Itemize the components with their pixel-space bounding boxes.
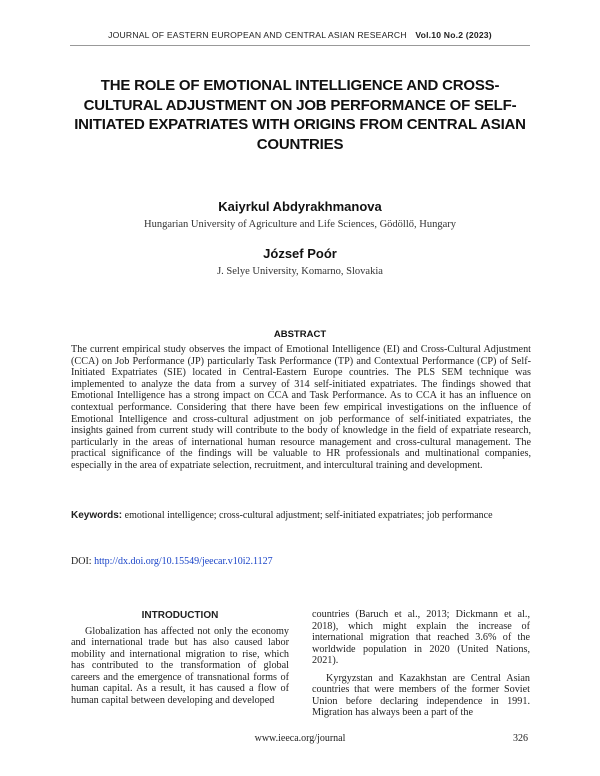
introduction-heading: INTRODUCTION [141, 610, 219, 621]
author-1-name: Kaiyrkul Abdyrakhmanova [218, 199, 382, 214]
running-header [0, 30, 600, 40]
journal-name: JOURNAL OF EASTERN EUROPEAN AND CENTRAL ASIAN RESEARCH [108, 30, 407, 40]
volume-info: Vol.10 No.2 (2023) [415, 30, 492, 40]
left-column [71, 609, 289, 712]
right-column [312, 609, 530, 725]
intro-paragraph-1: Globalization has affected not only the economy and international trade but has also caused labor mobility and international migration to rise, which has contributed to the transformation of global careers and the emergence of transnational forms of human capital. As a result, it has caused a flow of human capital between developing and developed [71, 625, 289, 706]
intro-paragraph-continued: countries (Baruch et al., 2013; Dickmann et al., 2018), which might explain the increase of international migration that reached 3.6% of the worldwide population in 2020 (United Nations, 2021). [312, 609, 530, 666]
author-1-affiliation: Hungarian University of Agriculture and Life Sciences, Gödöllő, Hungary [143, 219, 456, 230]
paper-title: THE ROLE OF EMOTIONAL INTELLIGENCE AND CROSS-CULTURAL ADJUSTMENT ON JOB PERFORMANCE OF SELF-INITIATED EXPATRIATES WITH ORIGINS FROM CENTRAL ASIAN COUNTRIES [74, 77, 526, 153]
footer-url: www.ieeca.org/journal [254, 733, 346, 744]
abstract-text: The current empirical study observes the impact of Emotional Intelligence (EI) and Cross-Cultural Adjustment (CCA) on Job Performance (JP) particularly Task Performance (TP) and Contextual Performance (CP) of Self-Initiated Expatriates (SIE) located in Central-Eastern Europe countries. The PLS SEM technique was implemented to analyze the data from a survey of 314 self-initiated expatriates. The findings showed that Emotional Intelligence has a strong impact on CCA and Task Performance. As to CCA it has an influence on contextual performance. Considering that there have been few empirical investigations on the influence of Emotional Intelligence and cross-cultural adjustment on job performance of self-initiated expatriates, the insights gained from current study will contribute to the body of knowledge in the field of expatriate research, particularly in the areas of international human resource management and cross-cultural management. The practical significance of the findings will be valuable to HR professionals and multinational companies, especially in the area of expatriate selection, recruitment, and intercultural training and development. [71, 344, 531, 471]
doi-line [71, 556, 531, 567]
page-number: 326 [513, 733, 528, 744]
header-divider [70, 45, 530, 46]
abstract-heading: ABSTRACT [273, 329, 327, 340]
author-2-name: József Poór [263, 246, 337, 261]
intro-paragraph-2: Kyrgyzstan and Kazakhstan are Central Asian countries that were members of the former Soviet Union before declaring independence in 1991. Migration has always been a part of the [312, 672, 530, 718]
keywords-text: emotional intelligence; cross-cultural adjustment; self-initiated expatriates; job performance [124, 510, 493, 521]
doi-link[interactable]: http://dx.doi.org/10.15549/jeecar.v10i2.1127 [94, 556, 273, 567]
doi-label: DOI: [71, 556, 92, 567]
keywords-label: Keywords: [71, 510, 123, 521]
author-2-affiliation: J. Selye University, Komarno, Slovakia [217, 266, 383, 277]
keywords-line [71, 510, 531, 521]
